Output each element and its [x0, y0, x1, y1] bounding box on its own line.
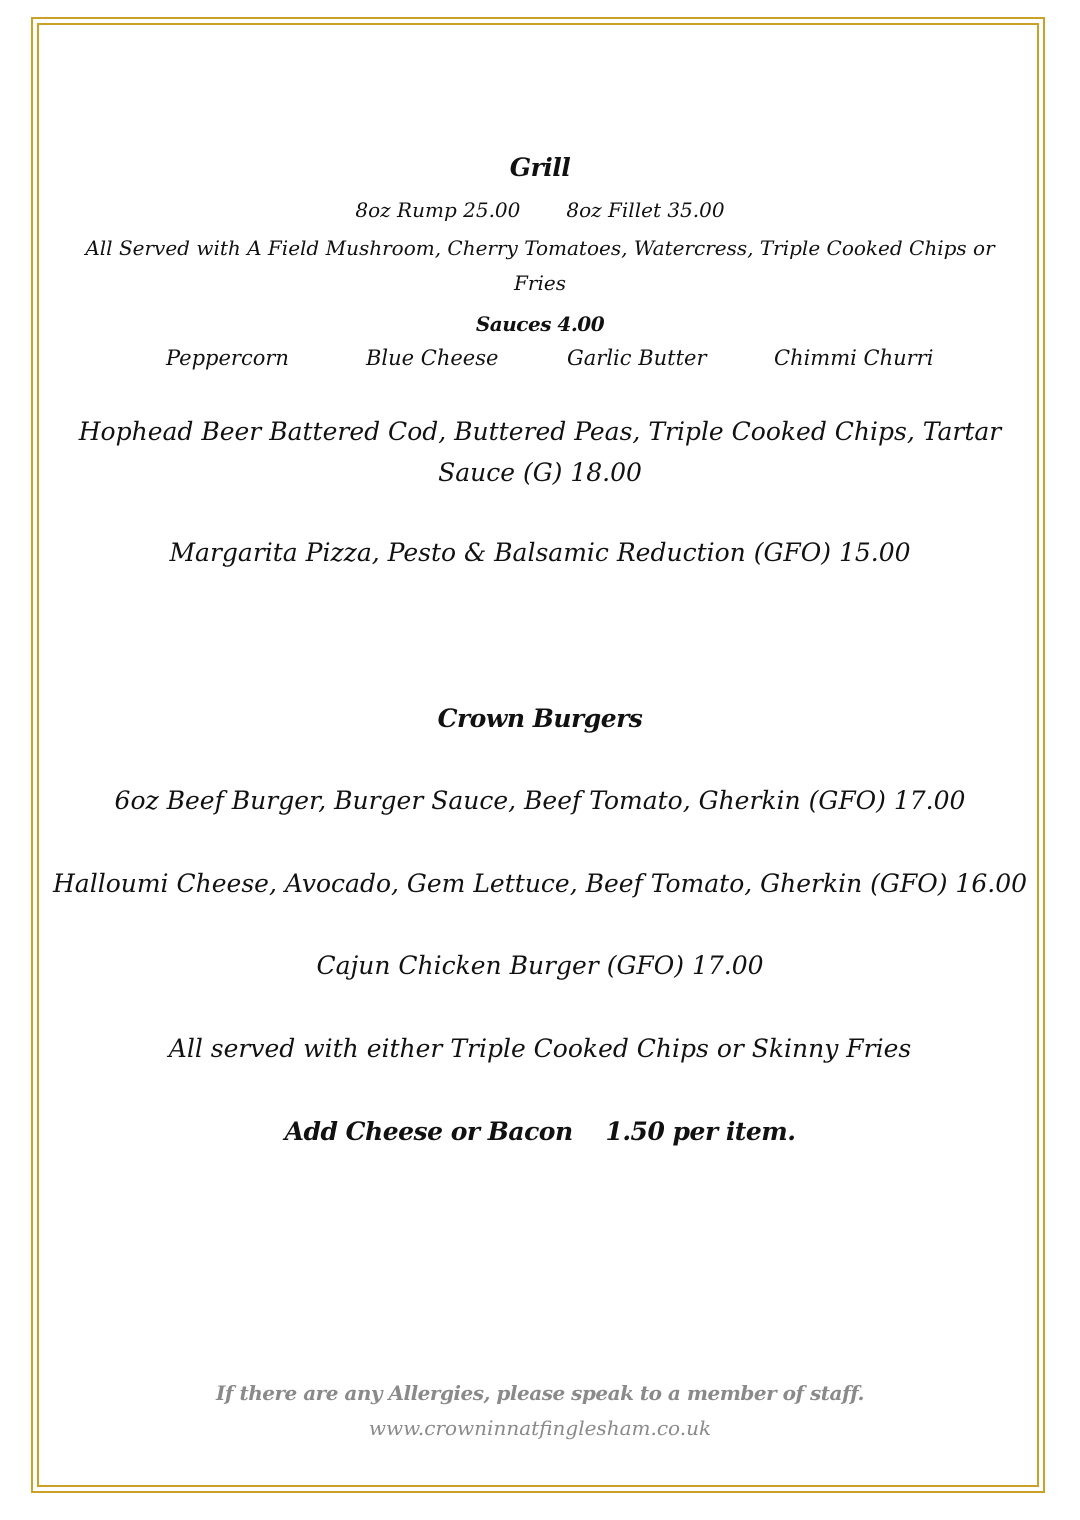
grill-served-with-line1: All Served with A Field Mushroom, Cherry Tomatoes, Watercress, Triple Cooked Chips or [85, 236, 995, 260]
burger-item: Cajun Chicken Burger (GFO) 17.00 [316, 951, 764, 980]
burgers-served-with: All served with either Triple Cooked Chips or Skinny Fries [168, 1034, 912, 1063]
grill-served-with-line2: Fries [514, 271, 566, 295]
sauce-item: Garlic Butter [567, 346, 707, 370]
allergy-note: If there are any Allergies, please speak to a member of staff. [216, 1381, 864, 1405]
website-url: www.crowninnatfinglesham.co.uk [368, 1416, 712, 1440]
cod-dish-line1: Hophead Beer Battered Cod, Buttered Peas, Triple Cooked Chips, Tartar [78, 417, 1002, 446]
sauce-item: Peppercorn [166, 346, 289, 370]
burgers-heading: Crown Burgers [437, 704, 643, 733]
cod-dish-line2: Sauce (G) 18.00 [438, 458, 642, 487]
rump-steak-price: 8oz Rump 25.00 [355, 198, 521, 222]
fillet-steak-price: 8oz Fillet 35.00 [566, 198, 725, 222]
sauce-item: Chimmi Churri [774, 346, 934, 370]
sauce-item: Blue Cheese [366, 346, 499, 370]
sauces-heading: Sauces 4.00 [475, 312, 605, 336]
burger-item: Halloumi Cheese, Avocado, Gem Lettuce, Beef Tomato, Gherkin (GFO) 16.00 [53, 869, 1027, 898]
burger-addon-note: Add Cheese or Bacon 1.50 per item. [284, 1117, 796, 1146]
pizza-dish: Margarita Pizza, Pesto & Balsamic Reduction (GFO) 15.00 [169, 538, 911, 567]
steak-prices [0, 198, 1080, 222]
burger-item: 6oz Beef Burger, Burger Sauce, Beef Tomato, Gherkin (GFO) 17.00 [114, 786, 966, 815]
grill-heading: Grill [509, 153, 571, 182]
